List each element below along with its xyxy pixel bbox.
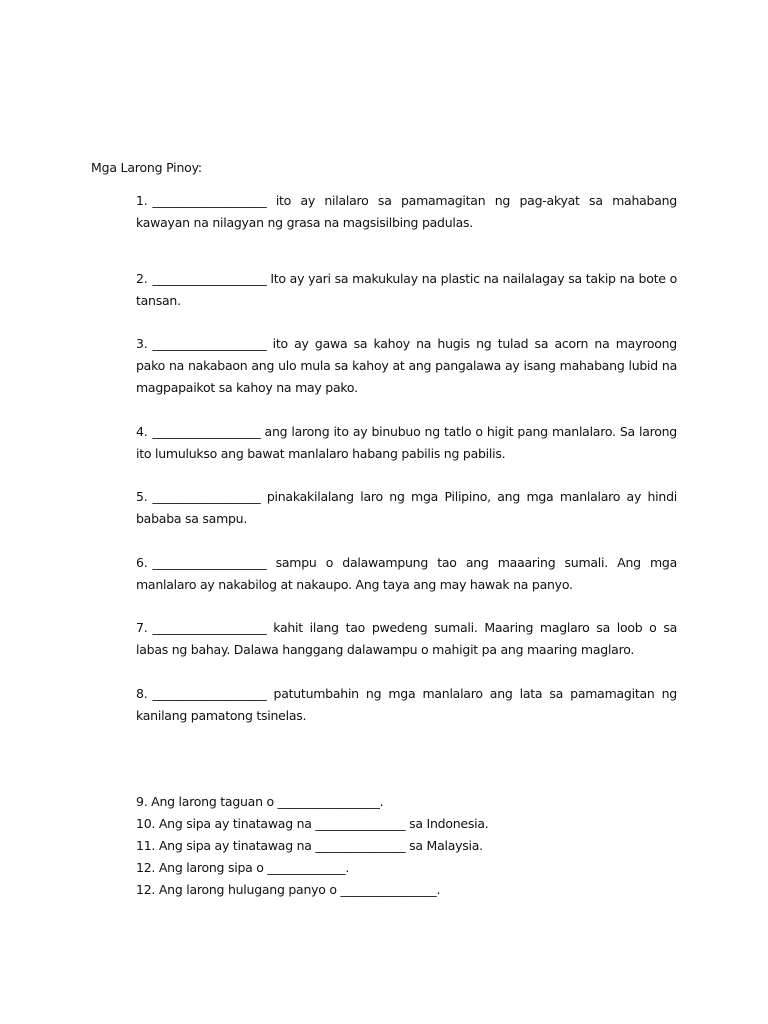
- question-text: sampu o dalawampung tao ang maaaring sumali. Ang mga manlalaro ay nakabilog at nakaupo. Ang taya ang may hawak na panyo.: [136, 555, 677, 592]
- question-5: [136, 486, 677, 530]
- page-title: Mga Larong Pinoy:: [91, 160, 202, 175]
- answer-blank: __________________: [152, 489, 261, 504]
- question-text: patutumbahin ng mga manlalaro ang lata sa pamamagitan ng kanilang pamatong tsinelas.: [136, 686, 677, 723]
- question-8: [136, 683, 677, 727]
- question-number: 1.: [136, 193, 148, 208]
- answer-blank: ___________________: [152, 686, 267, 701]
- question-10: 10. Ang sipa ay tinatawag na _______________ sa Indonesia.: [136, 816, 489, 831]
- answer-blank: ___________________: [152, 336, 267, 351]
- question-12b: 12. Ang larong hulugang panyo o ________________.: [136, 882, 441, 897]
- question-12a: 12. Ang larong sipa o _____________.: [136, 860, 350, 875]
- question-text: ito ay gawa sa kahoy na hugis ng tulad sa acorn na mayroong pako na nakabaon ang ulo mula sa kahoy at ang pangalawa ay isang mahabang lubid na magpapaikot sa kahoy na may pako.: [136, 336, 677, 395]
- question-text: Ito ay yari sa makukulay na plastic na nailalagay sa takip na bote o tansan.: [136, 271, 677, 308]
- question-7: [136, 617, 677, 661]
- answer-blank: ___________________: [152, 193, 267, 208]
- answer-blank: ___________________: [152, 271, 267, 286]
- question-9: 9. Ang larong taguan o _________________.: [136, 794, 384, 809]
- question-number: 6.: [136, 555, 148, 570]
- question-text: kahit ilang tao pwedeng sumali. Maaring maglaro sa loob o sa labas ng bahay. Dalawa hanggang dalawampu o mahigit pa ang maaring maglaro.: [136, 620, 677, 657]
- question-text: pinakakilalang laro ng mga Pilipino, ang mga manlalaro ay hindi bababa sa sampu.: [136, 489, 677, 526]
- question-11: 11. Ang sipa ay tinatawag na _______________ sa Malaysia.: [136, 838, 483, 853]
- answer-blank: ___________________: [152, 620, 267, 635]
- answer-blank: ___________________: [152, 555, 267, 570]
- answer-blank: __________________: [152, 424, 261, 439]
- question-number: 2.: [136, 271, 148, 286]
- question-number: 7.: [136, 620, 148, 635]
- question-number: 5.: [136, 489, 148, 504]
- question-4: [136, 421, 677, 465]
- question-1: [136, 190, 677, 234]
- question-number: 3.: [136, 336, 148, 351]
- question-3: [136, 333, 677, 399]
- question-2: [136, 268, 677, 312]
- question-number: 8.: [136, 686, 148, 701]
- question-text: ang larong ito ay binubuo ng tatlo o higit pang manlalaro. Sa larong ito lumulukso ang bawat manlalaro habang pabilis ng pabilis.: [136, 424, 677, 461]
- question-6: [136, 552, 677, 596]
- question-text: ito ay nilalaro sa pamamagitan ng pag-akyat sa mahabang kawayan na nilagyan ng grasa na magsisilbing padulas.: [136, 193, 677, 230]
- question-number: 4.: [136, 424, 148, 439]
